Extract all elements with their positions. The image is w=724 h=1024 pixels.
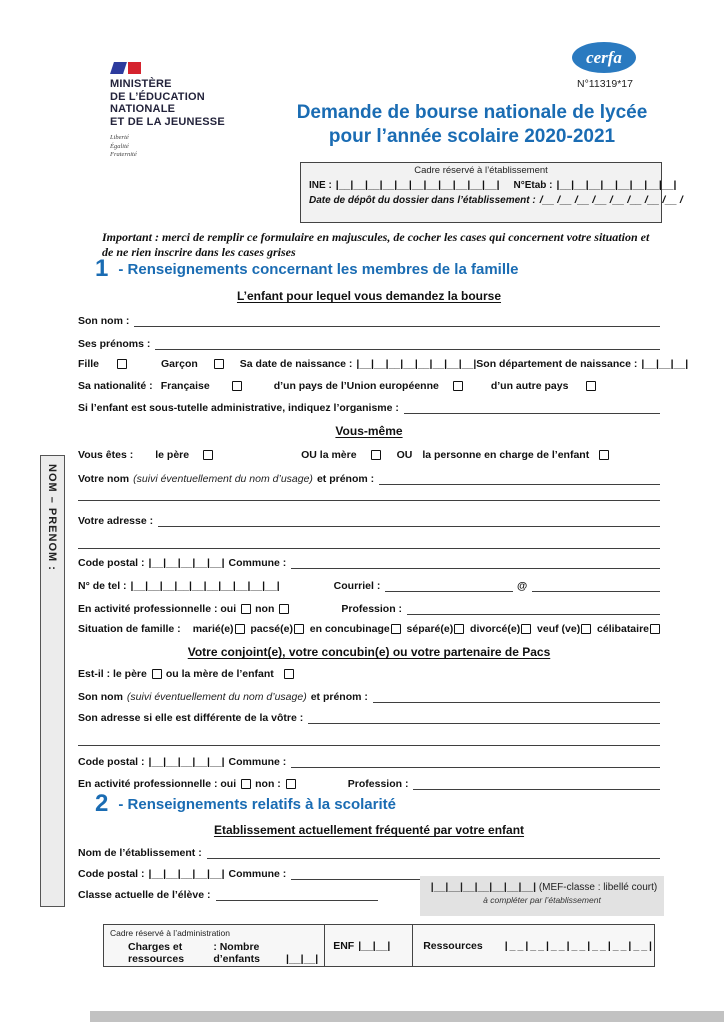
french-flag-icon (112, 62, 225, 74)
conjoint-profession-field[interactable] (413, 777, 660, 790)
telephone-cells[interactable]: |__|__|__|__|__|__|__|__|__|__| (130, 580, 280, 592)
administration-reserved-box (103, 924, 655, 967)
conjoint-code-postal-label: Code postal : (78, 756, 145, 768)
adresse-field-2[interactable] (78, 536, 660, 549)
date-depot-cells[interactable]: /__ /__ /__ /__ /__ /__ /__ /__ / (539, 194, 683, 206)
situation-separe-label: séparé(e) (406, 623, 454, 635)
section2-number: 2 (95, 790, 109, 817)
activite-oui-checkbox[interactable] (241, 604, 251, 614)
nationalite-autre-label: d’un autre pays (490, 380, 569, 392)
telephone-label: N° de tel : (78, 580, 127, 592)
conjoint-non-label: non : (255, 778, 281, 790)
activite-non-checkbox[interactable] (279, 604, 289, 614)
conjoint-nom-usage-note: (suivi éventuellement du nom d’usage) (126, 691, 307, 703)
netab-cells[interactable]: |__|__|__|__|__|__|__|__| (556, 179, 677, 191)
mef-classe-box (420, 876, 664, 916)
nom-etablissement-label: Nom de l’établissement : (78, 847, 202, 859)
nom-prenom-label: NOM – PRENOM : (46, 464, 58, 571)
ses-prenoms-label: Ses prénoms : (78, 338, 151, 350)
child-subtitle: L’enfant pour lequel vous demandez la bourse (236, 289, 502, 303)
important-note-line2: de ne rien inscrire dans les cases grises (102, 245, 296, 259)
section2-title: - Renseignements relatifs à la scolarité (118, 796, 396, 813)
conjoint-adresse-field-2[interactable] (78, 733, 660, 746)
nombre-enfants-label: : Nombre d’enfants (213, 941, 260, 965)
conjoint-adresse-field[interactable] (308, 711, 660, 724)
republic-motto (110, 134, 225, 160)
votre-nom-prenom-field[interactable] (379, 472, 660, 485)
profession-label: Profession : (341, 603, 403, 615)
ou-mere-label: OU la mère (301, 449, 357, 461)
ine-cells[interactable]: |__|__|__|__|__|__|__|__|__|__|__| (335, 179, 500, 191)
conjoint-subtitle: Votre conjoint(e), votre concubin(e) ou votre partenaire de Pacs (187, 645, 551, 659)
charges-ressources-label: Charges et ressources (128, 941, 185, 965)
ministry-name-line: NATIONALE (110, 103, 176, 115)
conjoint-mere-checkbox[interactable] (284, 669, 294, 679)
situation-famille-label: Situation de famille : (78, 623, 181, 635)
enf-label: ENF (333, 939, 355, 952)
situation-concubinage-checkbox[interactable] (391, 624, 401, 634)
classe-field[interactable] (216, 888, 379, 901)
nombre-enfants-cells[interactable]: |__|__| (286, 953, 319, 965)
date-naissance-label: Sa date de naissance : (239, 358, 353, 370)
son-nom-field[interactable] (134, 314, 660, 327)
departement-cells[interactable]: |__|__|__| (641, 358, 689, 370)
netab-label: N°Etab : (513, 180, 553, 191)
nationalite-francaise-checkbox[interactable] (232, 381, 242, 391)
situation-concubinage-label: en concubinage (309, 623, 390, 635)
vous-meme-subtitle: Vous-même (335, 424, 403, 438)
section1-heading (95, 255, 519, 282)
etab-code-postal-label: Code postal : (78, 868, 145, 880)
situation-veuf-label: veuf (ve) (537, 623, 581, 635)
ou-la-mere-label: ou la mère de l’enfant (165, 668, 274, 680)
cerfa-logo-icon (572, 42, 636, 73)
date-depot-label: Date de dépôt du dossier dans l’établissement : (309, 195, 536, 206)
at-sign: @ (517, 580, 528, 592)
motto-line: Liberté (110, 134, 129, 141)
commune-label: Commune : (228, 557, 287, 569)
vous-pere-checkbox[interactable] (203, 450, 213, 460)
etablissement-reserved-box (300, 162, 683, 223)
vous-etes-label: Vous êtes : (78, 449, 134, 461)
code-postal-cells[interactable]: |__|__|__|__|__| (148, 557, 225, 569)
situation-divorce-label: divorcé(e) (470, 623, 521, 635)
section2-heading (95, 790, 396, 817)
ministry-logo (110, 62, 225, 160)
cerfa-logo-text: cerfa (586, 47, 622, 67)
nationalite-francaise-label: Française (160, 380, 210, 392)
estil-pere-label: Est-il : le père (78, 668, 147, 680)
conjoint-profession-label: Profession : (347, 778, 409, 790)
important-note (102, 230, 682, 260)
non-label: non (255, 603, 275, 615)
tutelle-label: Si l’enfant est sous-tutelle administrative, indiquez l’organisme : (78, 402, 399, 414)
ine-label: INE : (309, 180, 332, 191)
cerfa-number: N°11319*17 (577, 78, 633, 90)
mef-label: (MEF-classe : libellé court) (538, 882, 658, 893)
conjoint-code-postal-cells[interactable]: |__|__|__|__|__| (148, 756, 225, 768)
important-note-line1: Important : merci de remplir ce formulaire en majuscules, de cocher les cases qui concernent votre situation et (102, 230, 650, 244)
mef-cells[interactable]: |__|__|__|__|__|__|__| (430, 881, 537, 893)
etablissement-subtitle: Etablissement actuellement fréquenté par votre enfant (213, 823, 525, 837)
motto-line: Égalité (110, 142, 129, 150)
page-title-line2: pour l’année scolaire 2020-2021 (328, 126, 616, 147)
enf-cells[interactable]: |__|__| (358, 939, 391, 952)
profession-field[interactable] (407, 602, 660, 615)
ministry-name-line: DE L’ÉDUCATION (110, 90, 205, 103)
etab-code-postal-cells[interactable]: |__|__|__|__|__| (148, 868, 225, 880)
etab-commune-label: Commune : (228, 868, 287, 880)
ressources-label: Ressources (423, 939, 483, 952)
ministry-name-line: MINISTÈRE (110, 78, 172, 90)
organisme-field[interactable] (404, 401, 660, 414)
situation-marie-checkbox[interactable] (235, 624, 245, 634)
son-nom-label: Son nom : (78, 315, 130, 327)
ou-label: OU (396, 449, 413, 461)
nationalite-autre-checkbox[interactable] (586, 381, 596, 391)
ressources-cells[interactable]: |__|__|__|__|__|__|__| (504, 939, 654, 952)
commune-field[interactable] (291, 556, 660, 569)
motto-line: Fraternité (110, 151, 137, 158)
page-title (272, 101, 672, 149)
pere-label: le père (155, 449, 190, 461)
conjoint-activite-label: En activité professionnelle : oui (78, 778, 237, 790)
ses-prenoms-field[interactable] (155, 337, 660, 350)
situation-divorce-checkbox[interactable] (521, 624, 531, 634)
nationalite-ue-checkbox[interactable] (453, 381, 463, 391)
conjoint-pere-checkbox[interactable] (152, 669, 162, 679)
situation-celibataire-checkbox[interactable] (650, 624, 660, 634)
courriel-label: Courriel : (333, 580, 381, 592)
vous-mere-checkbox[interactable] (371, 450, 381, 460)
nationalite-label: Sa nationalité : (78, 380, 153, 392)
situation-pacse-checkbox[interactable] (294, 624, 304, 634)
situation-celibataire-label: célibataire (597, 623, 649, 635)
page-title-line1: Demande de bourse nationale de lycée (296, 102, 648, 123)
courriel-domain-field[interactable] (532, 579, 660, 592)
situation-pacse-label: pacsé(e) (250, 623, 293, 635)
conjoint-nom-prenom-field[interactable] (373, 690, 660, 703)
nom-usage-note: (suivi éventuellement du nom d’usage) (133, 473, 313, 485)
conjoint-activite-non-checkbox[interactable] (286, 779, 296, 789)
mef-note: à compléter par l’établissement (483, 895, 601, 905)
situation-separe-checkbox[interactable] (454, 624, 464, 634)
vous-personne-checkbox[interactable] (599, 450, 609, 460)
situation-veuf-checkbox[interactable] (581, 624, 591, 634)
votre-nom-prenom-field-2[interactable] (78, 488, 660, 501)
activite-label: En activité professionnelle : oui (78, 603, 237, 615)
conjoint-commune-label: Commune : (228, 756, 287, 768)
conjoint-nom-label: Son nom (78, 691, 123, 703)
fille-checkbox[interactable] (117, 359, 127, 369)
ministry-name-line: ET DE LA JEUNESSE (110, 115, 225, 128)
nationalite-ue-label: d’un pays de l’Union européenne (273, 380, 439, 392)
votre-nom-label: Votre nom (78, 473, 130, 485)
situation-marie-label: marié(e) (192, 623, 234, 635)
garcon-label: Garçon (161, 358, 198, 370)
code-postal-label: Code postal : (78, 557, 145, 569)
courriel-local-field[interactable] (385, 579, 513, 592)
section1-number: 1 (95, 255, 109, 282)
etab-box-title: Cadre réservé à l’établissement (414, 165, 548, 176)
departement-naissance-label: Son département de naissance : (476, 358, 638, 370)
admin-box-title: Cadre réservé à l’administration (110, 928, 230, 938)
fille-label: Fille (78, 358, 100, 370)
conjoint-commune-field[interactable] (291, 755, 660, 768)
adresse-label: Votre adresse : (78, 515, 154, 527)
conjoint-et-prenom-label: et prénom : (310, 691, 368, 703)
nom-prenom-sidebar (40, 455, 65, 907)
classe-actuelle-label: Classe actuelle de l’élève : (78, 889, 211, 901)
section1-title: - Renseignements concernant les membres de la famille (118, 261, 519, 278)
conjoint-adresse-label: Son adresse si elle est différente de la vôtre : (78, 712, 304, 724)
scan-edge-bar (90, 1011, 724, 1022)
date-naissance-cells[interactable]: |__|__|__|__|__|__|__|__| (356, 358, 477, 370)
personne-charge-label: la personne en charge de l’enfant (422, 449, 590, 461)
etablissement-nom-field[interactable] (207, 846, 660, 859)
adresse-field[interactable] (158, 514, 660, 527)
et-prenom-label: et prénom : (316, 473, 375, 485)
conjoint-activite-oui-checkbox[interactable] (241, 779, 251, 789)
garcon-checkbox[interactable] (214, 359, 224, 369)
